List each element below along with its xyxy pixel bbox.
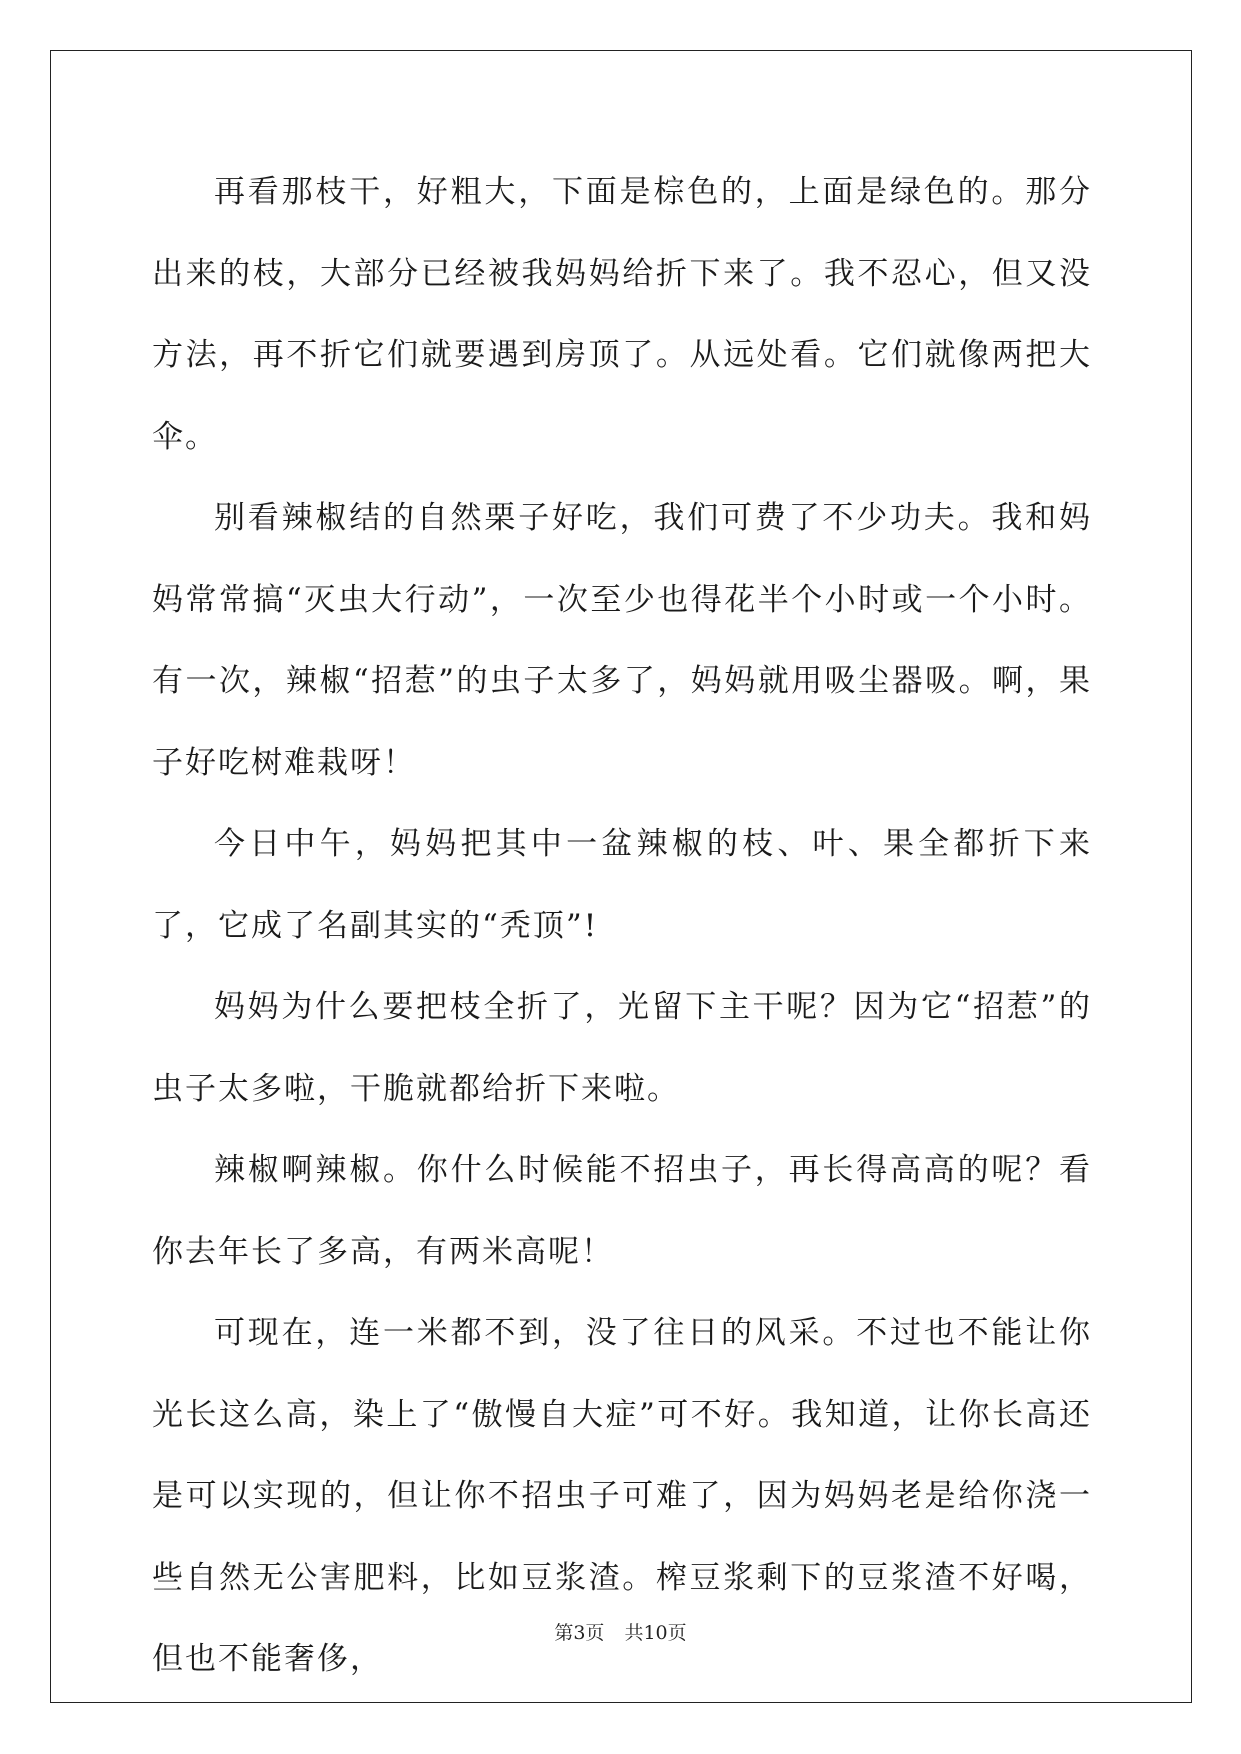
- paragraph: 可现在，连一米都不到，没了往日的风采。不过也不能让你光长这么高，染上了“傲慢自大症”可不好。我知道，让你长高还是可以实现的，但让你不招虫子可难了，因为妈妈老是给你浇一些自然无公害肥料，比如豆浆渣。榨豆浆剩下的豆浆渣不好喝，但也不能奢侈，: [152, 1315, 1092, 1677]
- paragraph: 再看那枝干，好粗大，下面是棕色的，上面是绿色的。那分出来的枝，大部分已经被我妈妈给折下来了。我不忍心，但又没方法，再不折它们就要遇到房顶了。从远处看。它们就像两把大伞。: [152, 174, 1092, 455]
- page-number-footer: 第3页 共10页: [554, 1622, 687, 1644]
- paragraph: 辣椒啊辣椒。你什么时候能不招虫子，再长得高高的呢？看你去年长了多高，有两米高呢！: [152, 1152, 1092, 1270]
- paragraph: 别看辣椒结的自然栗子好吃，我们可费了不少功夫。我和妈妈常常搞“灭虫大行动”，一次至少也得花半个小时或一个小时。有一次，辣椒“招惹”的虫子太多了，妈妈就用吸尘器吸。啊，果子好吃树难栽呀！: [152, 500, 1092, 781]
- document-body: [152, 152, 1092, 1701]
- paragraph: 今日中午，妈妈把其中一盆辣椒的枝、叶、果全都折下来了，它成了名副其实的“秃顶”!: [152, 826, 1092, 944]
- paragraph: 妈妈为什么要把枝全折了，光留下主干呢？因为它“招惹”的虫子太多啦，干脆就都给折下来啦。: [152, 989, 1092, 1107]
